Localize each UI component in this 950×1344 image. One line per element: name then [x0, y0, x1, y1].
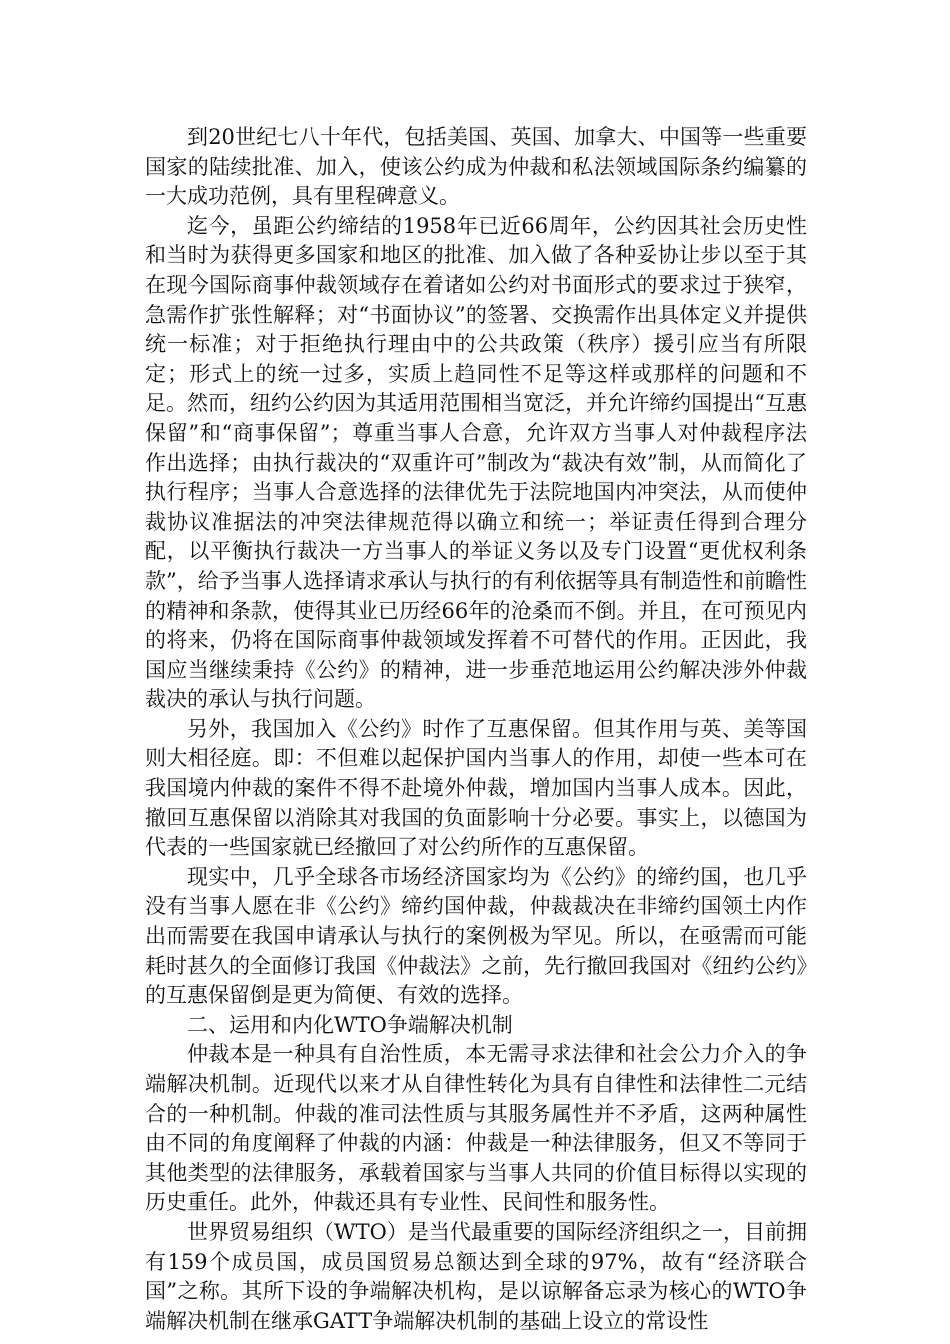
paragraph-6: 世界贸易组织（WTO）是当代最重要的国际经济组织之一，目前拥有159个成员国，成员国贸易总额达到全球的97%，故有“经济联合国”之称。其所下设的争端解决机构，是以谅解备忘录为核心的WTO争端解决机制在继承GATT争端解决机制的基础上设立的常设性 — [145, 1219, 807, 1333]
section-heading: 二、运用和内化WTO争端解决机制 — [187, 1012, 513, 1037]
paragraph-5: 仲裁本是一种具有自治性质，本无需寻求法律和社会公力介入的争端解决机制。近现代以来才从自律性转化为具有自律性和法律性二元结合的一种机制。仲裁的准司法性质与其服务属性并不矛盾，这两种属性由不同的角度阐释了仲裁的内涵：仲裁是一种法律服务，但又不等同于其他类型的法律服务，承载着国家与当事人共同的价值目标得以实现的历史重任。此外，仲裁还具有专业性、民间性和服务性。 — [145, 1042, 807, 1215]
paragraph-4: 现实中，几乎全球各市场经济国家均为《公约》的缔约国，也几乎没有当事人愿在非《公约》缔约国仲裁，仲裁裁决在非缔约国领土内作出而需要在我国申请承认与执行的案例极为罕见。所以，在亟需而可能耗时甚久的全面修订我国《仲裁法》之前，先行撤回我国对《纽约公约》的互惠保留倒是更为简便、有效的选择。 — [145, 864, 807, 1008]
paragraph-1: 到20世纪七八十年代，包括美国、英国、加拿大、中国等一些重要国家的陆续批准、加入，使该公约成为仲裁和私法领域国际条约编纂的一大成功范例，具有里程碑意义。 — [145, 125, 807, 209]
paragraph-3: 另外，我国加入《公约》时作了互惠保留。但其作用与英、美等国则大相径庭。即：不但难以起保护国内当事人的作用，却使一些本可在我国境内仲裁的案件不得不赴境外仲裁，增加国内当事人成本。因此，撤回互惠保留以消除其对我国的负面影响十分必要。事实上，以德国为代表的一些国家就已经撤回了对公约所作的互惠保留。 — [145, 716, 807, 860]
paragraph-2: 迄今，虽距公约缔结的1958年已近66周年，公约因其社会历史性和当时为获得更多国家和地区的批准、加入做了各种妥协让步以至于其在现今国际商事仲裁领域存在着诸如公约对书面形式的要求过于狭窄，急需作扩张性解释；对“书面协议”的签署、交换需作出具体定义并提供统一标准；对于拒绝执行理由中的公共政策（秩序）援引应当有所限定；形式上的统一过多，实质上趋同性不足等这样或那样的问题和不足。然而，纽约公约因为其适用范围相当宽泛，并允许缔约国提出“互惠保留”和“商事保留”；尊重当事人合意，允许双方当事人对仲裁程序法作出选择；由执行裁决的“双重许可”制改为“裁决有效”制，从而简化了执行程序；当事人合意选择的法律优先于法院地国内冲突法，从而使仲裁协议准据法的冲突法律规范得以确立和统一；举证责任得到合理分配，以平衡执行裁决一方当事人的举证义务以及专门设置“更优权利条款”，给予当事人选择请求承认与执行的有利依据等具有制造性和前瞻性的精神和条款，使得其业已历经66年的沧桑而不倒。并且，在可预见内的将来，仍将在国际商事仲裁领域发挥着不可替代的作用。正因此，我国应当继续秉持《公约》的精神，进一步垂范地运用公约解决涉外仲裁裁决的承认与执行问题。 — [145, 213, 807, 712]
document-page — [145, 123, 807, 1336]
